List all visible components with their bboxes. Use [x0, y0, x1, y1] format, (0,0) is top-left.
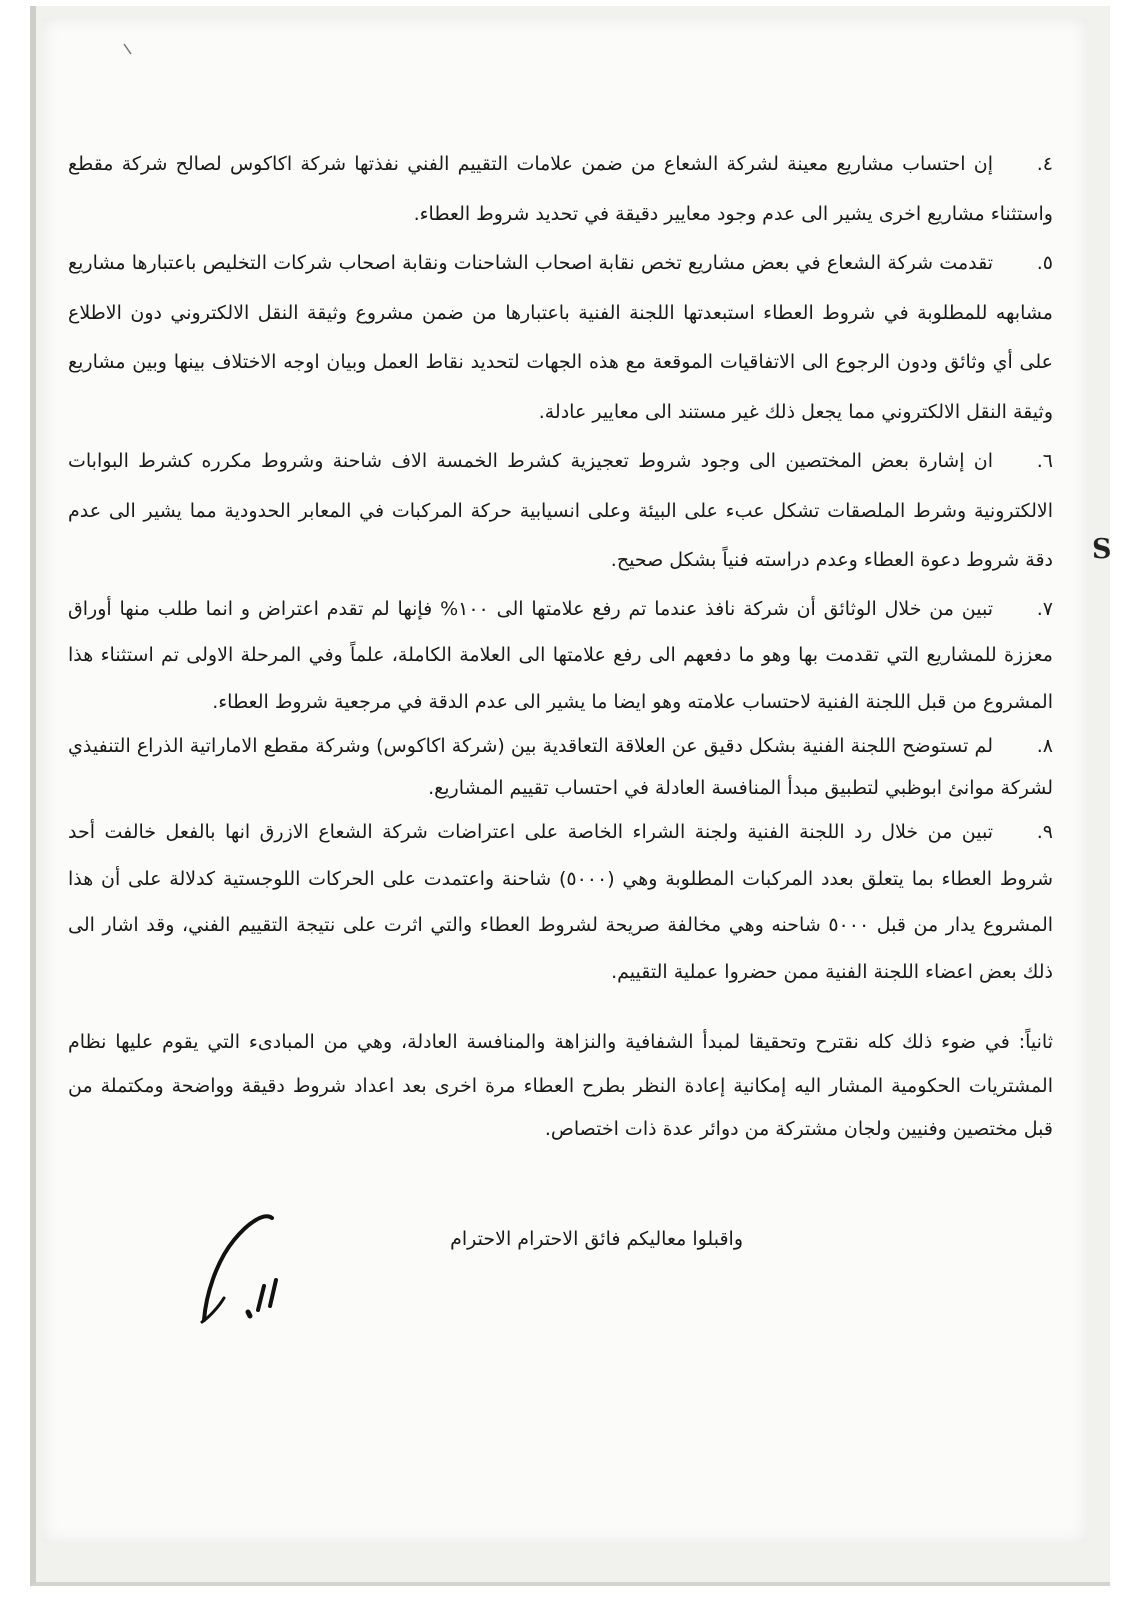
list-item-8 — [68, 725, 1053, 809]
list-item-6 — [68, 437, 1053, 586]
item-text: تبين من خلال الوثائق أن شركة نافذ عندما تم رفع علامتها الى ١٠٠% فإنها لم تقدم اعتراض و انما طلب منها أوراق معززة للمشاريع التي تقدمت بها وهو ما دفعهم الى رفع علامتها الى العلامة الكاملة، علماً وفي المرحلة الاولى تم استثناء هذا المشروع من قبل اللجنة الفنية لاحتساب علامته وهو ايضا ما يشير الى عدم الدقة في مرجعية شروط العطاء. — [68, 597, 1053, 713]
signature-mark — [190, 1200, 310, 1340]
margin-letter: S — [1092, 534, 1112, 565]
item-text: لم تستوضح اللجنة الفنية بشكل دقيق عن العلاقة التعاقدية بين (شركة اكاكوس) وشركة مقطع الاماراتية الذراع التنفيذي لشركة موانئ ابوظبي لتطبيق مبدأ المنافسة العادلة في احتساب تقييم المشاريع. — [68, 735, 1053, 799]
item-number: ٧. — [1036, 597, 1053, 620]
item-number: ٥. — [1036, 252, 1053, 274]
item-text: تقدمت شركة الشعاع في بعض مشاريع تخص نقابة اصحاب الشاحنات ونقابة اصحاب شركات التخليص باعتبارها مشاريع مشابهه للمطلوبة في شروط العطاء استبعدتها اللجنة الفنية باعتبارها من ضمن مشروع وثيقة النقل الالكتروني دون الاطلاع على أي وثائق ودون الرجوع الى الاتفاقيات الموقعة مع هذه الجهات لتحديد نقاط العمل وبيان اوجه الاختلاف بينها وبين مشاريع وثيقة النقل الالكتروني مما يجعل ذلك غير مستند الى معايير عادلة. — [68, 252, 1053, 423]
item-text: إن احتساب مشاريع معينة لشركة الشعاع من ضمن علامات التقييم الفني نفذتها شركة اكاكوس لصالح شركة مقطع واستثناء مشاريع اخرى يشير الى عدم وجود معايير دقيقة في تحديد شروط العطاء. — [68, 153, 1053, 225]
closing-salutation: واقبلوا معاليكم فائق الاحترام الاحترام — [450, 1228, 743, 1250]
item-number: ٩. — [1036, 821, 1053, 843]
document-body — [68, 140, 1053, 1171]
item-number: ٤. — [1036, 153, 1053, 175]
list-item-4 — [68, 140, 1053, 239]
item-text: ان إشارة بعض المختصين الى وجود شروط تعجيزية كشرط الخمسة الاف شاحنة وشروط مكرره كشرط البوابات الالكترونية وشرط الملصقات تشكل عبء على البيئة وعلى انسيابية حركة المركبات في المعابر الحدودية مما يشير الى عدم دقة شروط دعوة العطاء وعدم دراسته فنياً بشكل صحيح. — [68, 450, 1053, 571]
list-item-5 — [68, 239, 1053, 437]
list-item-7 — [68, 586, 1053, 726]
item-text: تبين من خلال رد اللجنة الفنية ولجنة الشراء الخاصة على اعتراضات شركة الشعاع الازرق انها بالفعل خالفت أحد شروط العطاء بما يتعلق بعدد المركبات المطلوبة وهي (٥٠٠٠) شاحنة واعتمدت على الحركات اللوجستية كدلالة على أن هذا المشروع يدار من قبل ٥٠٠٠ شاحنه وهي مخالفة صريحة لشروط العطاء والتي اثرت على نتيجة التقييم الفني، وقد اشار الى ذلك بعض اعضاء اللجنة الفنية ممن حضروا عملية التقييم. — [68, 821, 1054, 983]
section-two-paragraph: ثانياً: في ضوء ذلك كله نقترح وتحقيقا لمبدأ الشفافية والنزاهة والمنافسة العادلة، وهي من المبادىء التي يقوم عليها نظام المشتريات الحكومية المشار اليه إمكانية إعادة النظر بطرح العطاء مرة اخرى بعد اعداد شروط دقيقة وواضحة ومكتملة من قبل مختصين وفنيين ولجان مشتركة من دوائر عدة ذات اختصاص. — [68, 1031, 1053, 1140]
item-number: ٨. — [1036, 735, 1053, 757]
list-item-9 — [68, 809, 1053, 995]
scan-corner-mark — [122, 42, 142, 62]
item-number: ٦. — [1036, 450, 1053, 472]
